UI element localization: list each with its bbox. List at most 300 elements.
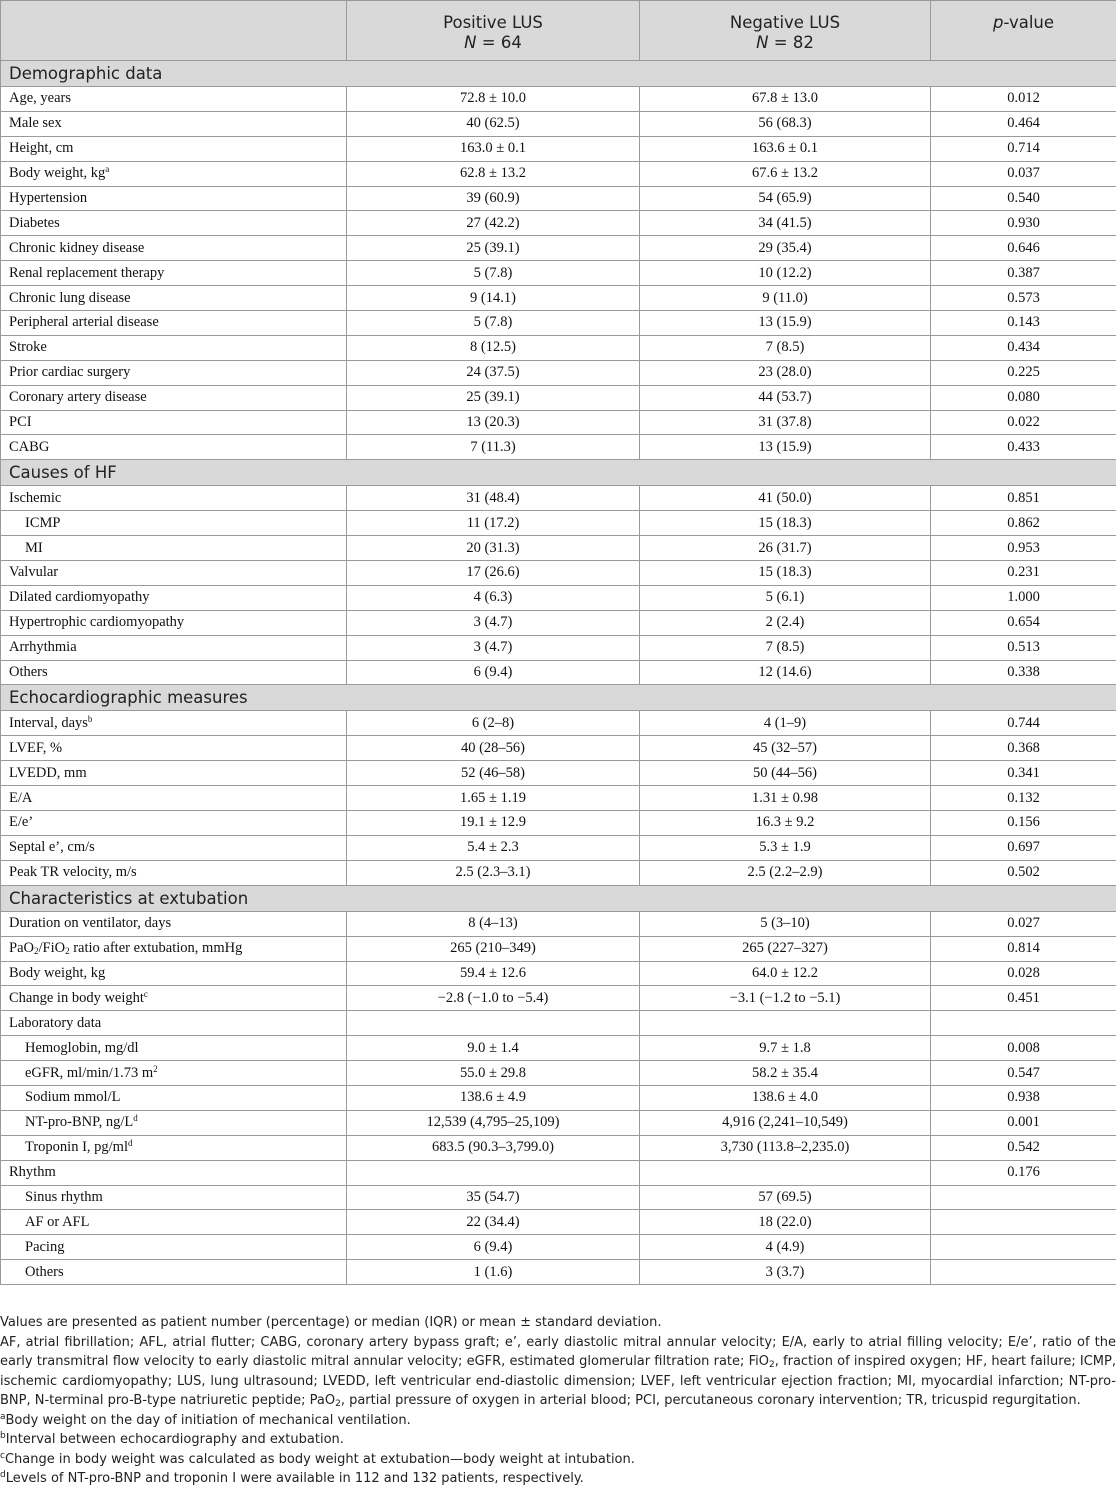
p-value: 0.433 bbox=[931, 435, 1116, 460]
positive-lus-value: 39 (60.9) bbox=[347, 186, 640, 211]
positive-lus-value bbox=[347, 1011, 640, 1036]
row-label bbox=[1, 961, 347, 986]
row-label-sub2: 2 bbox=[65, 946, 70, 957]
row-label-text: Renal replacement therapy bbox=[9, 264, 165, 281]
p-value: 0.028 bbox=[931, 961, 1116, 986]
table-row bbox=[1, 736, 1116, 761]
p-value: 0.547 bbox=[931, 1061, 1116, 1086]
negative-lus-value: 138.6 ± 4.0 bbox=[640, 1085, 931, 1110]
negative-lus-value: 2.5 (2.2–2.9) bbox=[640, 860, 931, 885]
row-label bbox=[1, 311, 347, 336]
row-label-text: Others bbox=[25, 1263, 64, 1280]
positive-lus-value: 52 (46–58) bbox=[347, 761, 640, 786]
negative-lus-value: 13 (15.9) bbox=[640, 435, 931, 460]
row-label-text: E/A bbox=[9, 789, 33, 806]
table-row bbox=[1, 1011, 1116, 1036]
row-label bbox=[1, 736, 347, 761]
negative-lus-value: 4 (4.9) bbox=[640, 1235, 931, 1260]
p-value: 0.022 bbox=[931, 410, 1116, 435]
header-negative-lus-label: Negative LUS bbox=[729, 13, 841, 32]
p-value: 0.542 bbox=[931, 1135, 1116, 1160]
row-label bbox=[1, 1260, 347, 1285]
section-title: Echocardiographic measures bbox=[1, 685, 1116, 711]
positive-lus-value: 25 (39.1) bbox=[347, 385, 640, 410]
p-value: 0.851 bbox=[931, 486, 1116, 511]
row-label bbox=[1, 1210, 347, 1235]
row-label bbox=[1, 161, 347, 186]
p-value: 0.540 bbox=[931, 186, 1116, 211]
positive-lus-value: 40 (62.5) bbox=[347, 111, 640, 136]
positive-lus-value: 31 (48.4) bbox=[347, 486, 640, 511]
header-positive-n-value: = 64 bbox=[476, 33, 522, 52]
row-label-text: Body weight, kg bbox=[9, 165, 106, 182]
section-title: Characteristics at extubation bbox=[1, 885, 1116, 911]
row-label bbox=[1, 1110, 347, 1135]
table-row bbox=[1, 561, 1116, 586]
table-row bbox=[1, 211, 1116, 236]
positive-lus-value: 2.5 (2.3–3.1) bbox=[347, 860, 640, 885]
negative-lus-value: 45 (32–57) bbox=[640, 736, 931, 761]
p-value bbox=[931, 1011, 1116, 1036]
table-row bbox=[1, 1085, 1116, 1110]
negative-lus-value: 15 (18.3) bbox=[640, 511, 931, 536]
row-label-sup: b bbox=[87, 713, 93, 724]
row-label bbox=[1, 360, 347, 385]
p-value: 1.000 bbox=[931, 585, 1116, 610]
p-value: 0.502 bbox=[931, 860, 1116, 885]
footnote-a bbox=[0, 1411, 1116, 1431]
row-label-text: Male sex bbox=[9, 115, 62, 132]
negative-lus-value: 18 (22.0) bbox=[640, 1210, 931, 1235]
positive-lus-value: 59.4 ± 12.6 bbox=[347, 961, 640, 986]
positive-lus-value: 35 (54.7) bbox=[347, 1185, 640, 1210]
p-value bbox=[931, 1210, 1116, 1235]
negative-lus-value: 5 (6.1) bbox=[640, 585, 931, 610]
p-value: 0.953 bbox=[931, 536, 1116, 561]
row-label bbox=[1, 811, 347, 836]
negative-lus-value: 57 (69.5) bbox=[640, 1185, 931, 1210]
positive-lus-value: 55.0 ± 29.8 bbox=[347, 1061, 640, 1086]
negative-lus-value: −3.1 (−1.2 to −5.1) bbox=[640, 986, 931, 1011]
negative-lus-value: 10 (12.2) bbox=[640, 261, 931, 286]
negative-lus-value: 54 (65.9) bbox=[640, 186, 931, 211]
positive-lus-value: 9.0 ± 1.4 bbox=[347, 1036, 640, 1061]
row-label-text: Ischemic bbox=[9, 489, 62, 506]
row-label-sup: c bbox=[143, 988, 148, 999]
abbr-sub-2: 2 bbox=[335, 1399, 341, 1409]
row-label-text: Laboratory data bbox=[9, 1014, 102, 1031]
negative-lus-value: 50 (44–56) bbox=[640, 761, 931, 786]
table-row bbox=[1, 936, 1116, 961]
table-row bbox=[1, 761, 1116, 786]
row-label-text: AF or AFL bbox=[25, 1213, 90, 1230]
table-row bbox=[1, 961, 1116, 986]
positive-lus-value: 5 (7.8) bbox=[347, 311, 640, 336]
row-label-text: Hypertrophic cardiomyopathy bbox=[9, 614, 185, 631]
positive-lus-value: 1 (1.6) bbox=[347, 1260, 640, 1285]
positive-lus-value: 4 (6.3) bbox=[347, 585, 640, 610]
row-label-text: Body weight, kg bbox=[9, 964, 106, 981]
negative-lus-value: 163.6 ± 0.1 bbox=[640, 136, 931, 161]
row-label bbox=[1, 236, 347, 261]
table-row bbox=[1, 486, 1116, 511]
table-row bbox=[1, 236, 1116, 261]
table-row bbox=[1, 1185, 1116, 1210]
footnote-a-mark: a bbox=[0, 1411, 6, 1422]
row-label bbox=[1, 1011, 347, 1036]
positive-lus-value: 12,539 (4,795–25,109) bbox=[347, 1110, 640, 1135]
section-header-row bbox=[1, 61, 1116, 87]
row-label-sup: a bbox=[105, 164, 110, 175]
row-label-text: Hypertension bbox=[9, 190, 88, 206]
row-label bbox=[1, 410, 347, 435]
row-label bbox=[1, 385, 347, 410]
header-variable bbox=[1, 1, 347, 61]
p-value: 0.714 bbox=[931, 136, 1116, 161]
positive-lus-value: 17 (26.6) bbox=[347, 561, 640, 586]
row-label-text: Troponin I, pg/ml bbox=[25, 1139, 128, 1156]
row-label bbox=[1, 87, 347, 112]
p-value: 0.143 bbox=[931, 311, 1116, 336]
row-label bbox=[1, 136, 347, 161]
negative-lus-value: 29 (35.4) bbox=[640, 236, 931, 261]
row-label-text: Rhythm bbox=[9, 1164, 56, 1181]
row-label-text: PCI bbox=[9, 414, 32, 431]
abbr-part-3: , partial pressure of oxygen in arterial blood; PCI, percutaneous coronary intervention; TR, tricuspid regurgitation. bbox=[340, 1393, 1081, 1408]
table-row bbox=[1, 585, 1116, 610]
table-row bbox=[1, 660, 1116, 685]
row-label bbox=[1, 1235, 347, 1260]
row-label-end: ratio after extubation, mmHg bbox=[69, 940, 243, 957]
abbr-part-1: AF, atrial fibrillation; AFL, atrial flutter; CABG, coronary artery bypass graft; e’, early diastolic mitral annular velocity; E/A, early to atrial filling velocity; E/e’, ratio of the early transmitral flow velocity to early diastolic mitral annular velocity; eGFR, estimated glomerular filtration rate; FiO bbox=[0, 1334, 1116, 1369]
table-row bbox=[1, 635, 1116, 660]
table-row bbox=[1, 911, 1116, 936]
p-value: 0.008 bbox=[931, 1036, 1116, 1061]
abbr-part-2: , fraction of inspired oxygen; HF, heart failure; ICMP, ischemic cardiomyopathy; LUS, lung ultrasound; LVEDD, left ventricular end-diastolic dimension; LVEF, left ventricular ejection fraction; MI, myocardial infarction; NT-pro-BNP, N-terminal pro-B-type natriuretic peptide; PaO bbox=[0, 1354, 1116, 1408]
row-label-mid: /FiO bbox=[38, 940, 66, 957]
header-negative-lus bbox=[640, 1, 931, 61]
table-row bbox=[1, 1260, 1116, 1285]
row-label-text: Stroke bbox=[9, 339, 47, 356]
positive-lus-value: 25 (39.1) bbox=[347, 236, 640, 261]
table-row bbox=[1, 610, 1116, 635]
header-p-rest: -value bbox=[1003, 13, 1055, 32]
section-title: Demographic data bbox=[1, 61, 1116, 87]
positive-lus-value: 1.65 ± 1.19 bbox=[347, 786, 640, 811]
negative-lus-value: 23 (28.0) bbox=[640, 360, 931, 385]
row-label-text: Chronic kidney disease bbox=[9, 239, 145, 256]
table-row bbox=[1, 186, 1116, 211]
row-label-text: E/e’ bbox=[9, 814, 34, 831]
p-value: 0.225 bbox=[931, 360, 1116, 385]
positive-lus-value: 8 (12.5) bbox=[347, 335, 640, 360]
row-label-text: Sinus rhythm bbox=[25, 1188, 103, 1205]
section-header-row bbox=[1, 685, 1116, 711]
p-value: 0.368 bbox=[931, 736, 1116, 761]
row-label-text: Diabetes bbox=[9, 214, 60, 231]
negative-lus-value: 34 (41.5) bbox=[640, 211, 931, 236]
row-label bbox=[1, 1036, 347, 1061]
negative-lus-value bbox=[640, 1011, 931, 1036]
negative-lus-value: 41 (50.0) bbox=[640, 486, 931, 511]
row-label-text: NT-pro-BNP, ng/L bbox=[25, 1114, 134, 1131]
positive-lus-value: 3 (4.7) bbox=[347, 610, 640, 635]
footnote-c-text: Change in body weight was calculated as body weight at extubation—body weight at intubation. bbox=[4, 1451, 635, 1467]
table-footnotes bbox=[0, 1313, 1116, 1489]
row-label-text: ICMP bbox=[25, 514, 61, 531]
row-label bbox=[1, 536, 347, 561]
positive-lus-value: 138.6 ± 4.9 bbox=[347, 1085, 640, 1110]
table-header bbox=[1, 1, 1116, 61]
p-value: 0.341 bbox=[931, 761, 1116, 786]
positive-lus-value: 163.0 ± 0.1 bbox=[347, 136, 640, 161]
abbr-sub-1: 2 bbox=[768, 1360, 775, 1370]
positive-lus-value: 40 (28–56) bbox=[347, 736, 640, 761]
p-value: 0.338 bbox=[931, 660, 1116, 685]
negative-lus-value: 265 (227–327) bbox=[640, 936, 931, 961]
p-value: 0.646 bbox=[931, 236, 1116, 261]
p-value: 0.080 bbox=[931, 385, 1116, 410]
p-value: 0.012 bbox=[931, 87, 1116, 112]
table-body bbox=[1, 61, 1116, 1285]
row-label bbox=[1, 860, 347, 885]
p-value: 0.938 bbox=[931, 1085, 1116, 1110]
table-row bbox=[1, 111, 1116, 136]
row-label-text: Prior cardiac surgery bbox=[9, 364, 131, 381]
row-label bbox=[1, 435, 347, 460]
table-row bbox=[1, 511, 1116, 536]
positive-lus-value: 683.5 (90.3–3,799.0) bbox=[347, 1135, 640, 1160]
table-row bbox=[1, 410, 1116, 435]
negative-lus-value: 15 (18.3) bbox=[640, 561, 931, 586]
footnote-b-text: Interval between echocardiography and extubation. bbox=[5, 1432, 344, 1447]
table-row bbox=[1, 435, 1116, 460]
positive-lus-value: 6 (9.4) bbox=[347, 1235, 640, 1260]
positive-lus-value: 6 (9.4) bbox=[347, 660, 640, 685]
row-label-text: LVEF, % bbox=[9, 739, 63, 756]
positive-lus-value: 9 (14.1) bbox=[347, 286, 640, 311]
row-label bbox=[1, 986, 347, 1011]
header-negative-lus-n bbox=[640, 33, 930, 53]
header-negative-n-symbol: N bbox=[756, 33, 769, 52]
row-label-text: Arrhythmia bbox=[9, 639, 77, 656]
positive-lus-value: 19.1 ± 12.9 bbox=[347, 811, 640, 836]
header-positive-n-symbol: N bbox=[464, 33, 477, 52]
row-label-text: eGFR, ml/min/1.73 m bbox=[25, 1064, 154, 1081]
row-label bbox=[1, 211, 347, 236]
row-label-text: LVEDD, mm bbox=[9, 764, 87, 781]
row-label bbox=[1, 761, 347, 786]
negative-lus-value: 67.6 ± 13.2 bbox=[640, 161, 931, 186]
table-row bbox=[1, 87, 1116, 112]
row-label bbox=[1, 936, 347, 961]
p-value bbox=[931, 1260, 1116, 1285]
positive-lus-value: 72.8 ± 10.0 bbox=[347, 87, 640, 112]
row-label bbox=[1, 1085, 347, 1110]
negative-lus-value: 58.2 ± 35.4 bbox=[640, 1061, 931, 1086]
row-label bbox=[1, 1185, 347, 1210]
p-value: 0.037 bbox=[931, 161, 1116, 186]
row-label-text: Dilated cardiomyopathy bbox=[9, 589, 150, 606]
row-label-text: Sodium mmol/L bbox=[25, 1089, 121, 1106]
p-value bbox=[931, 1185, 1116, 1210]
row-label bbox=[1, 635, 347, 660]
negative-lus-value bbox=[640, 1160, 931, 1185]
positive-lus-value: 7 (11.3) bbox=[347, 435, 640, 460]
p-value: 0.387 bbox=[931, 261, 1116, 286]
header-positive-lus-n bbox=[347, 33, 639, 53]
negative-lus-value: 4 (1–9) bbox=[640, 711, 931, 736]
footnote-abbreviations bbox=[0, 1333, 1116, 1411]
row-label-text: Peak TR velocity, m/s bbox=[9, 864, 137, 881]
row-label-sup: d bbox=[133, 1113, 138, 1124]
header-p-italic: p bbox=[992, 13, 1004, 32]
row-label-text: Chronic lung disease bbox=[9, 289, 131, 306]
negative-lus-value: 16.3 ± 9.2 bbox=[640, 811, 931, 836]
row-label-text: Interval, days bbox=[9, 714, 88, 731]
row-label bbox=[1, 660, 347, 685]
table-row bbox=[1, 161, 1116, 186]
row-label-text: PaO bbox=[9, 940, 34, 957]
footnote-d-mark: d bbox=[0, 1470, 6, 1480]
negative-lus-value: 13 (15.9) bbox=[640, 311, 931, 336]
row-label bbox=[1, 111, 347, 136]
p-value: 0.862 bbox=[931, 511, 1116, 536]
p-value: 0.434 bbox=[931, 335, 1116, 360]
header-negative-n-value: = 82 bbox=[768, 33, 814, 52]
table-row bbox=[1, 860, 1116, 885]
table-row bbox=[1, 1210, 1116, 1235]
footnote-b-mark: b bbox=[0, 1431, 6, 1441]
header-positive-lus bbox=[347, 1, 640, 61]
footnote-values: Values are presented as patient number (percentage) or median (IQR) or mean ± standard deviation. bbox=[0, 1315, 662, 1330]
table-row bbox=[1, 1135, 1116, 1160]
negative-lus-value: 9.7 ± 1.8 bbox=[640, 1036, 931, 1061]
p-value: 0.744 bbox=[931, 711, 1116, 736]
p-value: 0.573 bbox=[931, 286, 1116, 311]
negative-lus-value: 9 (11.0) bbox=[640, 286, 931, 311]
negative-lus-value: 12 (14.6) bbox=[640, 660, 931, 685]
row-label bbox=[1, 1061, 347, 1086]
p-value: 0.001 bbox=[931, 1110, 1116, 1135]
negative-lus-value: 7 (8.5) bbox=[640, 335, 931, 360]
p-value bbox=[931, 1235, 1116, 1260]
positive-lus-value: 22 (34.4) bbox=[347, 1210, 640, 1235]
positive-lus-value: −2.8 (−1.0 to −5.4) bbox=[347, 986, 640, 1011]
row-label bbox=[1, 911, 347, 936]
table-row bbox=[1, 360, 1116, 385]
section-title: Causes of HF bbox=[1, 460, 1116, 486]
row-label bbox=[1, 1135, 347, 1160]
footnote-c bbox=[0, 1450, 1116, 1470]
table-row bbox=[1, 1036, 1116, 1061]
positive-lus-value bbox=[347, 1160, 640, 1185]
header-positive-lus-label: Positive LUS bbox=[443, 13, 543, 32]
negative-lus-value: 1.31 ± 0.98 bbox=[640, 786, 931, 811]
negative-lus-value: 5 (3–10) bbox=[640, 911, 931, 936]
positive-lus-value: 8 (4–13) bbox=[347, 911, 640, 936]
row-label-text: MI bbox=[25, 539, 43, 556]
table-row bbox=[1, 711, 1116, 736]
positive-lus-value: 6 (2–8) bbox=[347, 711, 640, 736]
p-value: 0.930 bbox=[931, 211, 1116, 236]
footnote-b bbox=[0, 1430, 1116, 1450]
footnote-a-text: Body weight on the day of initiation of mechanical ventilation. bbox=[5, 1412, 411, 1428]
row-label-text: Septal e’, cm/s bbox=[9, 839, 95, 856]
negative-lus-value: 26 (31.7) bbox=[640, 536, 931, 561]
row-label-sub: 2 bbox=[33, 946, 39, 957]
footnote-d bbox=[0, 1469, 1116, 1489]
row-label bbox=[1, 561, 347, 586]
header-p-value bbox=[931, 1, 1116, 61]
table-row bbox=[1, 986, 1116, 1011]
table-row bbox=[1, 811, 1116, 836]
table-row bbox=[1, 286, 1116, 311]
p-value: 0.464 bbox=[931, 111, 1116, 136]
p-value: 0.156 bbox=[931, 811, 1116, 836]
p-value: 0.513 bbox=[931, 635, 1116, 660]
row-label-text: Age, years bbox=[9, 90, 72, 107]
table-row bbox=[1, 1235, 1116, 1260]
negative-lus-value: 3 (3.7) bbox=[640, 1260, 931, 1285]
positive-lus-value: 24 (37.5) bbox=[347, 360, 640, 385]
section-header-row bbox=[1, 885, 1116, 911]
row-label-text: Pacing bbox=[25, 1238, 65, 1255]
row-label-text: Hemoglobin, mg/dl bbox=[25, 1039, 139, 1056]
table-row bbox=[1, 261, 1116, 286]
negative-lus-value: 31 (37.8) bbox=[640, 410, 931, 435]
positive-lus-value: 27 (42.2) bbox=[347, 211, 640, 236]
footnote-d-text: Levels of NT-pro-BNP and troponin I were available in 112 and 132 patients, respectively. bbox=[5, 1471, 584, 1486]
table-row bbox=[1, 1061, 1116, 1086]
table-row bbox=[1, 536, 1116, 561]
positive-lus-value: 20 (31.3) bbox=[347, 536, 640, 561]
p-value: 0.176 bbox=[931, 1160, 1116, 1185]
row-label-sup: d bbox=[128, 1138, 133, 1149]
section-header-row bbox=[1, 460, 1116, 486]
p-value: 0.027 bbox=[931, 911, 1116, 936]
table-row bbox=[1, 311, 1116, 336]
table-row bbox=[1, 1110, 1116, 1135]
p-value: 0.132 bbox=[931, 786, 1116, 811]
negative-lus-value: 67.8 ± 13.0 bbox=[640, 87, 931, 112]
row-label-text: Duration on ventilator, days bbox=[9, 915, 172, 932]
positive-lus-value: 265 (210–349) bbox=[347, 936, 640, 961]
footnote-c-mark: c bbox=[0, 1450, 5, 1461]
row-label-text: Valvular bbox=[9, 564, 59, 581]
p-value: 0.814 bbox=[931, 936, 1116, 961]
row-label-text: Peripheral arterial disease bbox=[9, 314, 159, 331]
row-label-text: Change in body weight bbox=[9, 989, 144, 1006]
row-label bbox=[1, 610, 347, 635]
positive-lus-value: 5.4 ± 2.3 bbox=[347, 835, 640, 860]
row-label bbox=[1, 1160, 347, 1185]
row-label bbox=[1, 486, 347, 511]
p-value: 0.231 bbox=[931, 561, 1116, 586]
table-row bbox=[1, 335, 1116, 360]
positive-lus-value: 3 (4.7) bbox=[347, 635, 640, 660]
table-row bbox=[1, 136, 1116, 161]
row-label-text: Height, cm bbox=[9, 140, 74, 157]
row-label bbox=[1, 786, 347, 811]
negative-lus-value: 56 (68.3) bbox=[640, 111, 931, 136]
row-label bbox=[1, 286, 347, 311]
positive-lus-value: 5 (7.8) bbox=[347, 261, 640, 286]
row-label bbox=[1, 261, 347, 286]
p-value: 0.451 bbox=[931, 986, 1116, 1011]
p-value: 0.654 bbox=[931, 610, 1116, 635]
negative-lus-value: 64.0 ± 12.2 bbox=[640, 961, 931, 986]
